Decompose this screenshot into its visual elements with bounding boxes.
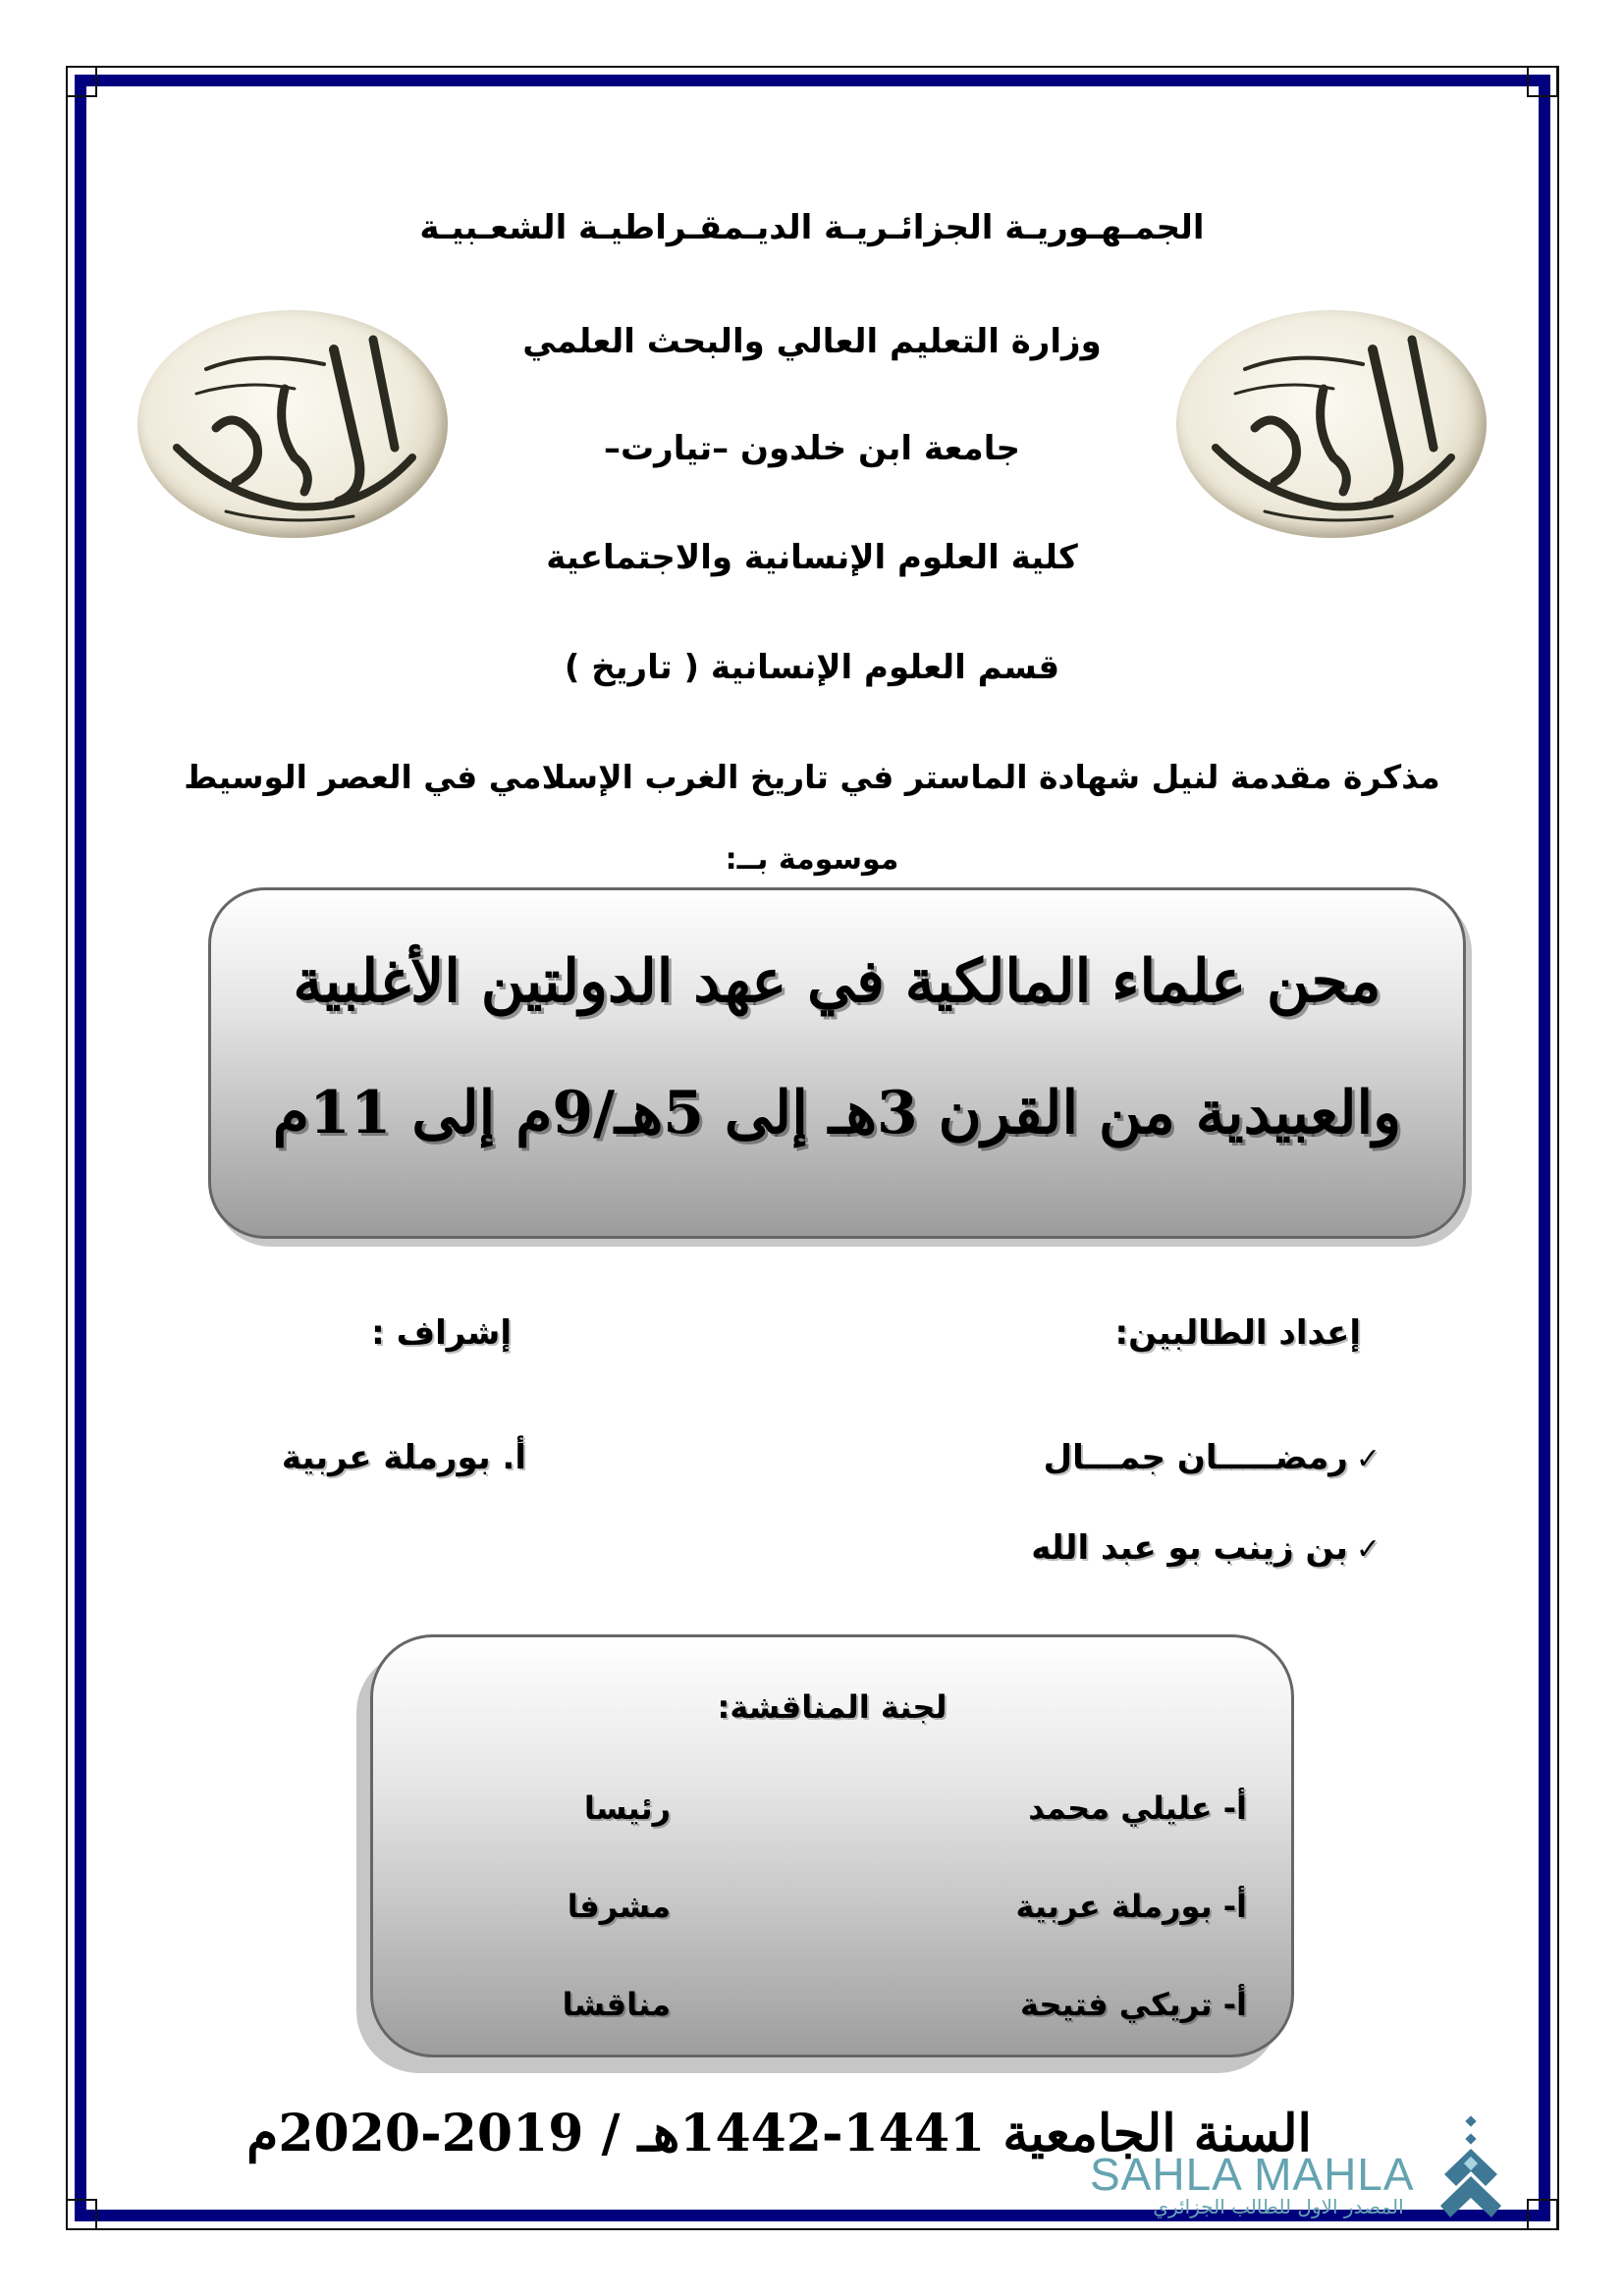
academic-year: السنة الجامعية 1441-1442هـ / 2019-2020م xyxy=(246,2104,1312,2163)
check-icon: ✓ xyxy=(1355,1532,1380,1567)
student-name: رمضـــــان جمـــال xyxy=(1043,1438,1348,1477)
memo-description: مذكرة مقدمة لنيل شهادة الماستر في تاريخ الغرب الإسلامي في العصر الوسيط xyxy=(184,758,1440,796)
committee-member-name: أ- بورملة عربية xyxy=(1015,1888,1247,1925)
committee-member-name: أ- عليلي محمد xyxy=(1028,1789,1247,1827)
committee-member-role: مشرفا xyxy=(567,1888,671,1925)
frame-corner-ornament xyxy=(1527,2199,1558,2230)
committee-box xyxy=(370,1634,1294,2057)
student-item xyxy=(1044,1438,1380,1477)
department-heading: قسم العلوم الإنسانية ( تاريخ ) xyxy=(564,648,1060,687)
watermark-tagline: المصدر الاول للطالب الجزائري xyxy=(1153,2195,1404,2218)
committee-member-role: مناقشا xyxy=(562,1986,671,2023)
titled-label: موسومة بــ: xyxy=(725,842,899,877)
committee-member-role: رئيسا xyxy=(583,1789,671,1827)
committee-member-name: أ- تريكي فتيحة xyxy=(1020,1986,1247,2023)
student-item xyxy=(1031,1528,1380,1568)
thesis-title-line-1: محن علماء المالكية في عهد الدولتين الأغلبية xyxy=(293,947,1381,1016)
faculty-heading: كلية العلوم الإنسانية والاجتماعية xyxy=(546,538,1078,577)
supervision-label: إشراف : xyxy=(371,1313,512,1353)
supervisor-name: أ. بورملة عربية xyxy=(281,1438,526,1477)
republic-heading: الجمـهـوريـة الجزائـريـة الديـمقـراطيـة الشعـبيـة xyxy=(419,208,1205,247)
ministry-heading: وزارة التعليم العالي والبحث العلمي xyxy=(522,322,1102,361)
university-heading: جامعة ابن خلدون –تيارت– xyxy=(604,429,1020,468)
thesis-title-line-2: والعبيدية من القرن 3هـ إلى 5هـ/9م إلى 11م xyxy=(272,1079,1402,1148)
frame-corner-ornament xyxy=(66,2199,97,2230)
frame-corner-ornament xyxy=(1527,66,1558,97)
frame-corner-ornament xyxy=(66,66,97,97)
prepared-by-label: إعداد الطالبين: xyxy=(1114,1313,1361,1353)
student-name: بن زينب بو عبد الله xyxy=(1031,1528,1348,1568)
watermark-brand: SAHLA MAHLA xyxy=(1090,2149,1415,2200)
check-icon: ✓ xyxy=(1355,1442,1380,1476)
sahla-mahla-logo-icon xyxy=(1436,2115,1505,2223)
committee-title: لجنة المناقشة: xyxy=(717,1688,947,1726)
thesis-title-box xyxy=(208,887,1466,1239)
